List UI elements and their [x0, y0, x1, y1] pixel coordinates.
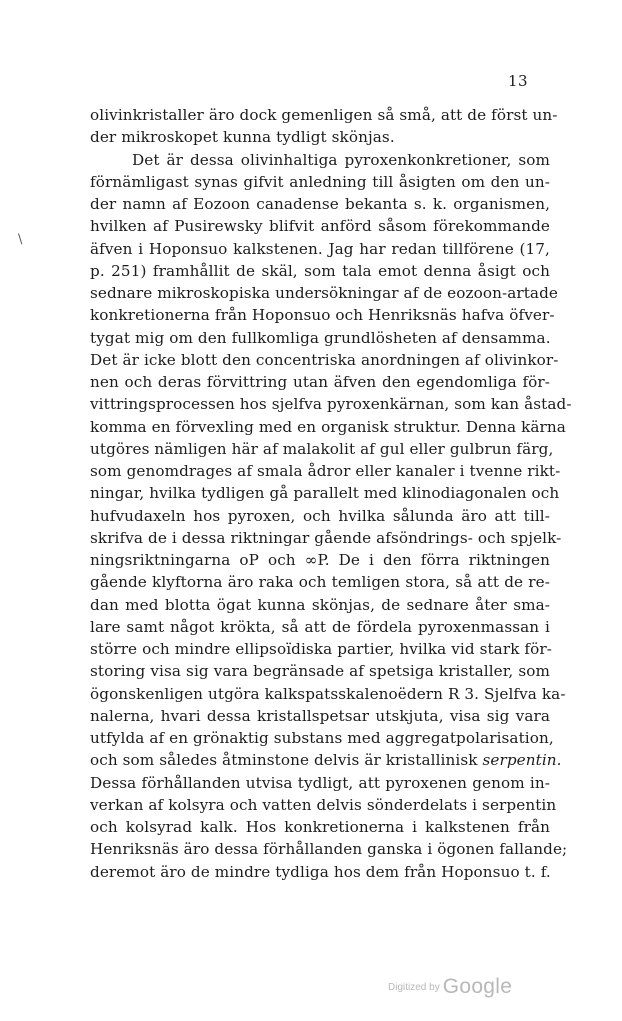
text-line: deremot äro de mindre tydliga hos dem från Hoponsuo t. f. — [90, 862, 551, 881]
text-line: der mikroskopet kunna tydligt skönjas. — [90, 128, 395, 147]
text-line: Dessa förhållanden utvisa tydligt, att pyroxenen genom in- — [90, 773, 550, 792]
text-line: Det är icke blott den concentriska anordningen af olivinkor- — [90, 350, 559, 369]
text-line: utfylda af en grönaktig substans med aggregatpolarisation, — [90, 729, 554, 747]
text-line: Det är dessa olivinhaltiga pyroxenkonkretioner, som — [132, 150, 550, 169]
text-line: större och mindre ellipsoïdiska partier, hvilka vid stark för- — [90, 640, 552, 658]
watermark-prefix: Digitized by — [388, 982, 440, 993]
text-line: vittringsprocessen hos sjelfva pyroxenkärnan, som kan åstad- — [90, 395, 572, 414]
text-line: Henriksnäs äro dessa förhållanden ganska i ögonen fallande; — [90, 840, 568, 859]
text-line: p. 251) framhållit de skäl, som tala emot denna åsigt och — [90, 261, 550, 280]
page-number: 13 — [508, 72, 529, 90]
text-line: sednare mikroskopiska undersökningar af de eozoon-artade — [90, 284, 558, 302]
text-line-with-italic — [90, 749, 562, 771]
google-logo: Google — [442, 975, 513, 998]
text-line: konkretionerna från Hoponsuo och Henriksnäs hafva öfver- — [90, 306, 555, 325]
text-line: komma en förvexling med en organisk struktur. Denna kärna — [90, 417, 566, 436]
text-line: utgöres nämligen här af malakolit af gul eller gulbrun färg, — [90, 439, 554, 458]
text-line: ögonskenligen utgöra kalkspatsskalenoëdern R 3. Sjelfva ka- — [90, 684, 566, 703]
text-line: förnämligast synas gifvit anledning till åsigten om den un- — [90, 172, 550, 191]
text-line: gående klyftorna äro raka och temligen stora, så att de re- — [90, 573, 550, 592]
text-line: och som således åtminstone delvis är kristallinisk — [90, 751, 478, 770]
text-line: lare samt något krökta, så att de fördela pyroxenmassan i — [90, 617, 550, 636]
text-line: som genomdrages af smala ådror eller kanaler i tvenne rikt- — [90, 462, 561, 480]
text-line: nen och deras förvittring utan äfven den egendomliga för- — [90, 373, 550, 391]
text-line: dan med blotta ögat kunna skönjas, de sednare åter sma- — [90, 595, 550, 614]
text-line: storing visa sig vara begränsade af spetsiga kristaller, som — [90, 662, 550, 681]
digitized-watermark — [388, 975, 512, 999]
text-line: nalerna, hvari dessa kristallspetsar utskjuta, visa sig vara — [90, 706, 550, 725]
text-line: der namn af Eozoon canadense bekanta s. k. organismen, — [90, 195, 550, 213]
text-line: hvilken af Pusirewsky blifvit anförd såsom förekommande — [90, 217, 550, 236]
margin-mark: \ — [18, 232, 23, 247]
italic-term: serpentin. — [482, 751, 562, 770]
text-line: ningsriktningarna oP och ∞P. De i den förra riktningen — [90, 551, 550, 569]
body-text — [90, 104, 572, 883]
text-line: hufvudaxeln hos pyroxen, och hvilka sålunda äro att till- — [90, 506, 550, 525]
text-line: ningar, hvilka tydligen gå parallelt med klinodiagonalen och — [90, 484, 560, 503]
text-line: tygat mig om den fullkomliga grundlösheten af densamma. — [90, 328, 551, 347]
text-line: skrifva de i dessa riktningar gående afsöndrings- och spjelk- — [90, 528, 562, 547]
text-line: äfven i Hoponsuo kalkstenen. Jag har redan tillförene (17, — [90, 239, 550, 258]
text-line: verkan af kolsyra och vatten delvis sönderdelats i serpentin — [90, 795, 557, 814]
text-line: olivinkristaller äro dock gemenligen så små, att de först un- — [90, 106, 558, 124]
text-line: och kolsyrad kalk. Hos konkretionerna i kalkstenen från — [90, 818, 550, 836]
